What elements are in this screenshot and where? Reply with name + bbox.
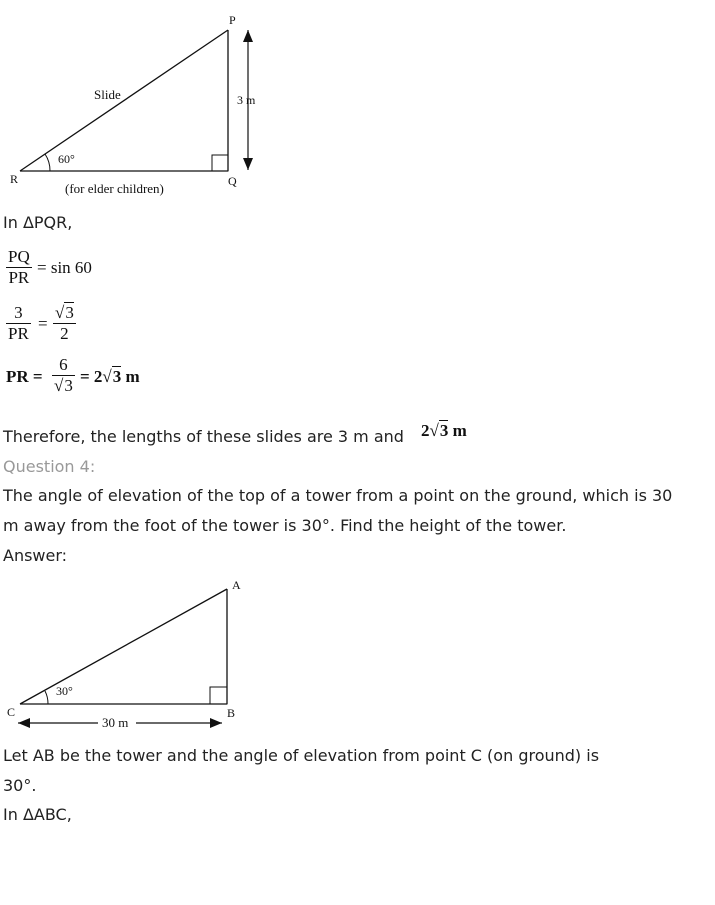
eq2-right-numerator: √3 [55, 303, 74, 322]
answer-line-2: 30°. [3, 776, 37, 795]
eq2-numerator: 3 [14, 303, 23, 322]
conclusion-text: Therefore, the lengths of these slides are 3 m and [3, 427, 404, 446]
eq2-right-fraction [53, 303, 76, 344]
base-caption: (for elder children) [65, 181, 164, 196]
eq3-denominator: √3 [54, 376, 73, 395]
eq3-fraction [52, 355, 75, 396]
angle-arc [45, 154, 50, 171]
answer-label: Answer: [3, 546, 68, 565]
height-arrow-bottom [243, 158, 253, 170]
intro-line-pqr: In ΔPQR, [3, 213, 73, 232]
eq2-denominator: PR [8, 324, 29, 343]
label-p: P [229, 13, 236, 27]
angle-label-30: 30° [56, 684, 73, 698]
eq3-rhs: = 2√3 m [80, 367, 140, 386]
distance-arrow-right [210, 718, 222, 728]
distance-arrow-left [18, 718, 30, 728]
angle-label: 60° [58, 152, 75, 166]
slide-hypotenuse [20, 30, 228, 171]
right-angle-marker [212, 155, 228, 171]
eq2-right-denominator: 2 [53, 323, 76, 344]
label-c: C [7, 705, 16, 719]
eq2-equals: = [38, 314, 48, 333]
eq1-rhs: = sin 60 [37, 258, 92, 277]
label-a: A [232, 578, 241, 592]
question-heading: Question 4: [3, 457, 96, 476]
question-line-1: The angle of elevation of the top of a tower from a point on the ground, which is 30 [3, 486, 673, 505]
distance-label: 30 m [102, 715, 129, 730]
eq3-numerator: 6 [59, 355, 68, 374]
label-q: Q [228, 174, 237, 188]
question-line-2: m away from the foot of the tower is 30°. Find the height of the tower. [3, 516, 567, 535]
label-r: R [10, 172, 19, 186]
label-b: B [227, 706, 236, 720]
conclusion-math: 2√3 m [421, 421, 467, 440]
angle-arc-c [45, 691, 48, 704]
eq2-left-fraction [6, 303, 31, 344]
slide-label: Slide [94, 87, 121, 102]
answer-line-3: In ΔABC, [3, 805, 72, 824]
figure-tower-triangle [0, 570, 260, 735]
right-angle-marker-b [210, 687, 227, 704]
eq1-denominator: PR [6, 267, 32, 288]
eq3-lhs: PR = [6, 367, 43, 386]
height-arrow-top [243, 30, 253, 42]
figure-slide-triangle [0, 0, 300, 205]
answer-line-1: Let AB be the tower and the angle of elevation from point C (on ground) is [3, 746, 600, 765]
eq1-numerator: PQ [8, 247, 30, 266]
height-label: 3 m [237, 93, 256, 107]
line-of-sight-ca [20, 589, 227, 704]
eq1-fraction [6, 247, 32, 288]
